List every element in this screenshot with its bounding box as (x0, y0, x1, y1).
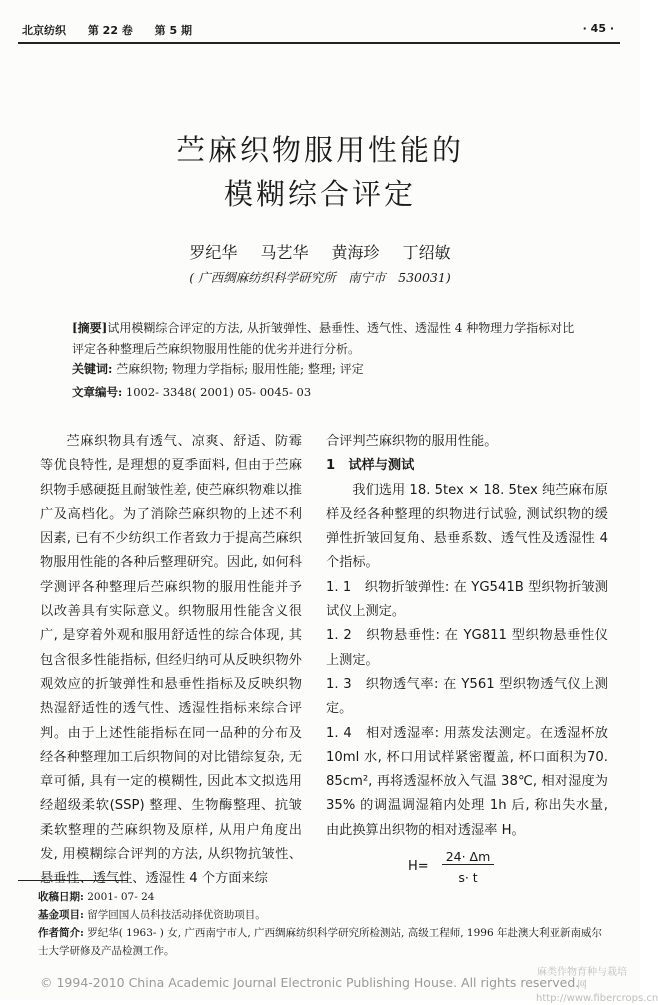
affiliation: ( 广西绸麻纺织科学研究所 南宁市 530031) (189, 270, 451, 285)
footnote-author (38, 924, 610, 960)
author-3: 黄海珍 (331, 243, 380, 262)
body-column-left (40, 430, 302, 892)
formula-denominator: s· t (458, 870, 478, 886)
formula-lhs: H= (408, 859, 429, 875)
footnote-rule (18, 880, 128, 881)
title-line-2: 模糊综合评定 (223, 177, 416, 211)
keywords-label: 关键词: (72, 362, 113, 376)
article-number-label: 文章编号: (72, 385, 123, 399)
subsection-1-2: 1. 2 织物悬垂性: 在 YG811 型织物悬垂性仪上测定。 (326, 628, 608, 668)
received-date: 2001- 07- 24 (87, 891, 155, 903)
footnote-received (38, 888, 610, 906)
running-head-left (22, 22, 210, 38)
footnote-fund (38, 906, 610, 924)
subsection-1-3: 1. 3 织物透气率: 在 Y561 型织物透气仪上测定。 (326, 676, 608, 717)
copyright-notice: © 1994-2010 China Academic Journal Electronic Publishing House. All rights reserved. (40, 975, 580, 990)
fraction-bar (442, 864, 494, 865)
page-number: · 45 · (582, 22, 614, 35)
watermark-line-2: http://www.fibercrops.cn (536, 993, 658, 1004)
site-watermark (536, 966, 658, 1005)
fund-text: 留学回国人员科技活动择优资助项目。 (87, 909, 266, 921)
volume-number: 第 22 卷 (87, 24, 133, 37)
author-bio-text: 罗纪华( 1963- ) 女, 广西南宁市人, 广西绸麻纺织科学研究所检测站, 高级工程师, 1996 年赴澳大利亚新南威尔士大学研修及产品检测工作。 (38, 927, 602, 957)
abstract-text: 试用模糊综合评定的方法, 从折皱弹性、悬垂性、透气性、透湿性 4 种物理力学指标对比评定各种整理后苎麻织物服用性能的优劣并进行分析。 (72, 321, 575, 356)
footnotes (38, 888, 610, 960)
abstract (72, 318, 584, 360)
section-paragraph: 我们选用 18. 5tex × 18. 5tex 纯苎麻布原样及经各种整理的织物进行试验, 测试织物的缓弹性折皱回复角、悬垂系数、透气性及透湿性 4 个指标。 (326, 482, 608, 571)
subsection-1-1: 1. 1 织物折皱弹性: 在 YG541B 型织物折皱测试仪上测定。 (326, 579, 608, 620)
fund-label: 基金项目: (38, 909, 84, 921)
article-number (72, 384, 584, 400)
journal-name: 北京纺织 (22, 24, 66, 37)
author-list (0, 240, 640, 263)
watermark-line-1: 麻类作物育种与栽培网 (537, 967, 627, 991)
title-line-1: 苎麻织物服用性能的 (175, 133, 464, 167)
author-2: 马艺华 (260, 243, 309, 262)
intro-continuation: 合评判苎麻织物的服用性能。 (326, 434, 498, 449)
header-rule (18, 42, 620, 44)
issue-number: 第 5 期 (154, 24, 192, 37)
formula-numerator: 24· Δm (445, 849, 491, 865)
formula (326, 847, 608, 887)
body-column-right (326, 430, 608, 887)
running-head (22, 18, 618, 40)
intro-paragraph: 苎麻织物具有透气、凉爽、舒适、防霉等优良特性, 是理想的夏季面料, 但由于苎麻织物手感硬挺且耐皱性差, 使苎麻织物难以推广及高档化。为了消除苎麻织物的上述不利因素, 已有不少纺织工作者致力于提高苎麻织物服用性能的各种后整理研究。因此, 如何科学测评各种整理后苎麻织物的服用性能并予以改善具有实际意义。织物服用性能含义很广, 是穿着外观和服用舒适性的综合体现, 其包含很多性能指标, 但经归纳可从反映织物外观效应的折皱弹性和悬垂性指标及反映织物热湿舒适性的透气性、透湿性指标来综合评判。由于上述性能指标在同一品种的分布及经各种整理加工后织物间的对比错综复杂, 无章可循, 具有一定的模糊性, 因此本文拟选用经超级柔软(SSP) 整理、生物酶整理、抗皱柔软整理的苎麻织物及原样, 从用户角度出发, 用模糊综合评判的方法, 从织物抗皱性、悬垂性、透气性、透湿性 4 个方面来综 (40, 434, 302, 887)
subsection-1-4: 1. 4 相对透湿率: 用蒸发法测定。在透湿杯放10ml 水, 杯口用试样紧密覆盖, 杯口面积为70. 85cm², 再将透湿杯放入气温 38℃, 相对湿度为35% 的调温调湿箱内处理 1h 后, 称出失水量, 由此换算出织物的相对透湿率 H。 (326, 725, 608, 838)
keywords-text: 苎麻织物; 物理力学指标; 服用性能; 整理; 评定 (116, 362, 364, 376)
author-1: 罗纪华 (189, 243, 238, 262)
abstract-label: [摘要] (72, 321, 108, 335)
received-label: 收稿日期: (38, 891, 84, 903)
author-bio-label: 作者简介: (38, 927, 84, 939)
section-heading: 1 试样与测试 (326, 458, 415, 474)
article-number-text: 1002- 3348( 2001) 05- 0045- 03 (125, 385, 312, 399)
keywords (72, 360, 584, 377)
author-4: 丁绍敏 (402, 243, 451, 262)
